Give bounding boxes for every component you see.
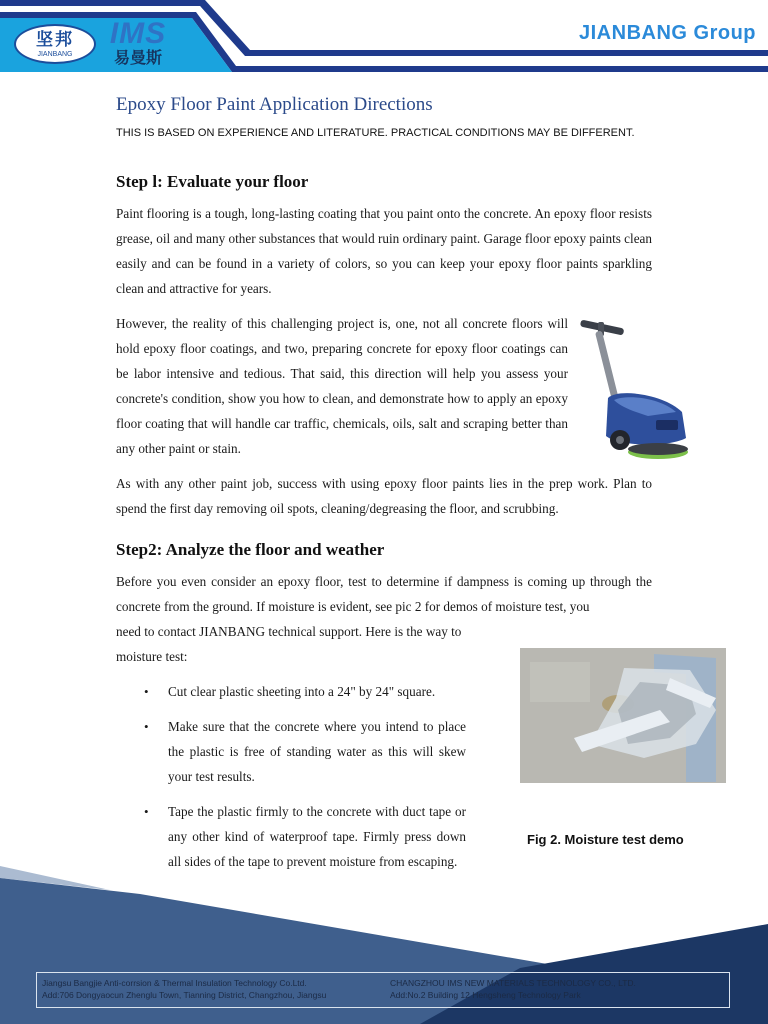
step2-paragraph-line4: moisture test: [116,649,188,664]
footer-right-address: Add:No.2 Building 12 Hengsheng Technology Park [390,990,581,1000]
step1-heading: Step l: Evaluate your floor [116,172,309,191]
ims-logo: IMS 易曼斯 [109,17,167,67]
page-title: Epoxy Floor Paint Application Directions [116,94,433,115]
step1-paragraph-1: Paint flooring is a tough, long-lasting coating that you paint onto the concrete. An epoxy floor resists grease, oil and many other substances that would ruin ordinary paint. Garage floor epoxy paints clean easily and can be found in a variety of colors, so you can keep your epoxy floor paints sparkling clean and attractive for years. [116,206,652,296]
list-item: Make sure that the concrete where you intend to place the plastic is free of standing water as this will skew your test results. [168,719,466,784]
moisture-test-photo [520,648,726,783]
step1-paragraph-2: However, the reality of this challenging project is, one, not all concrete floors will hold epoxy floor coatings, and two, preparing concrete for epoxy floor coatings can be labor intensive and tedious. That said, this direction will help you assess your concrete's condition, show you how to clean, and demonstrate how to apply an epoxy floor coating that will handle car traffic, chemicals, oils, salt and scraping better than any other paint or stain. [116,316,568,456]
footer-left-address: Add:706 Dongyaocun Zhenglu Town, Tianning District, Changzhou, Jiangsu [42,990,327,1000]
page-subtitle: THIS IS BASED ON EXPERIENCE AND LITERATURE. PRACTICAL CONDITIONS MAY BE DIFFERENT. [116,127,635,139]
step2-paragraph-line3: need to contact JIANBANG technical support. Here is the way to [116,624,462,639]
bullet-marker: • [144,719,149,734]
jianbang-logo: 坚邦 JIANBANG [14,24,96,64]
group-name: JIANBANG Group [579,22,756,44]
list-item: Cut clear plastic sheeting into a 24" by 24" square. [168,684,436,699]
step1-paragraph-3: As with any other paint job, success with using epoxy floor paints lies in the prep work. Plan to spend the first day removing oil spots, cleaning/degreasing the floor, and scrubbing. [116,476,652,516]
list-item: Tape the plastic firmly to the concrete with duct tape or any other kind of waterproof tape. Firmly press down all sides of the tape to prevent moisture from escaping. [168,804,466,869]
step2-heading: Step2: Analyze the floor and weather [116,540,385,559]
step2-paragraph-1: Before you even consider an epoxy floor, test to determine if dampness is coming up through the concrete from the ground. If moisture is evident, see pic 2 for demos of moisture test, you [116,574,652,614]
footer-right-company: CHANGZHOU IMS NEW MATERIALS TECHNOLOGY CO., LTD. [390,978,636,988]
figure-caption: Fig 2. Moisture test demo [527,832,684,847]
floor-scrubber-image [578,316,690,464]
bullet-marker: • [144,804,149,819]
bullet-marker: • [144,684,149,699]
footer-left-company: Jiangsu Bangjie Anti-corrsion & Thermal Insulation Technology Co.Ltd. [42,978,307,988]
